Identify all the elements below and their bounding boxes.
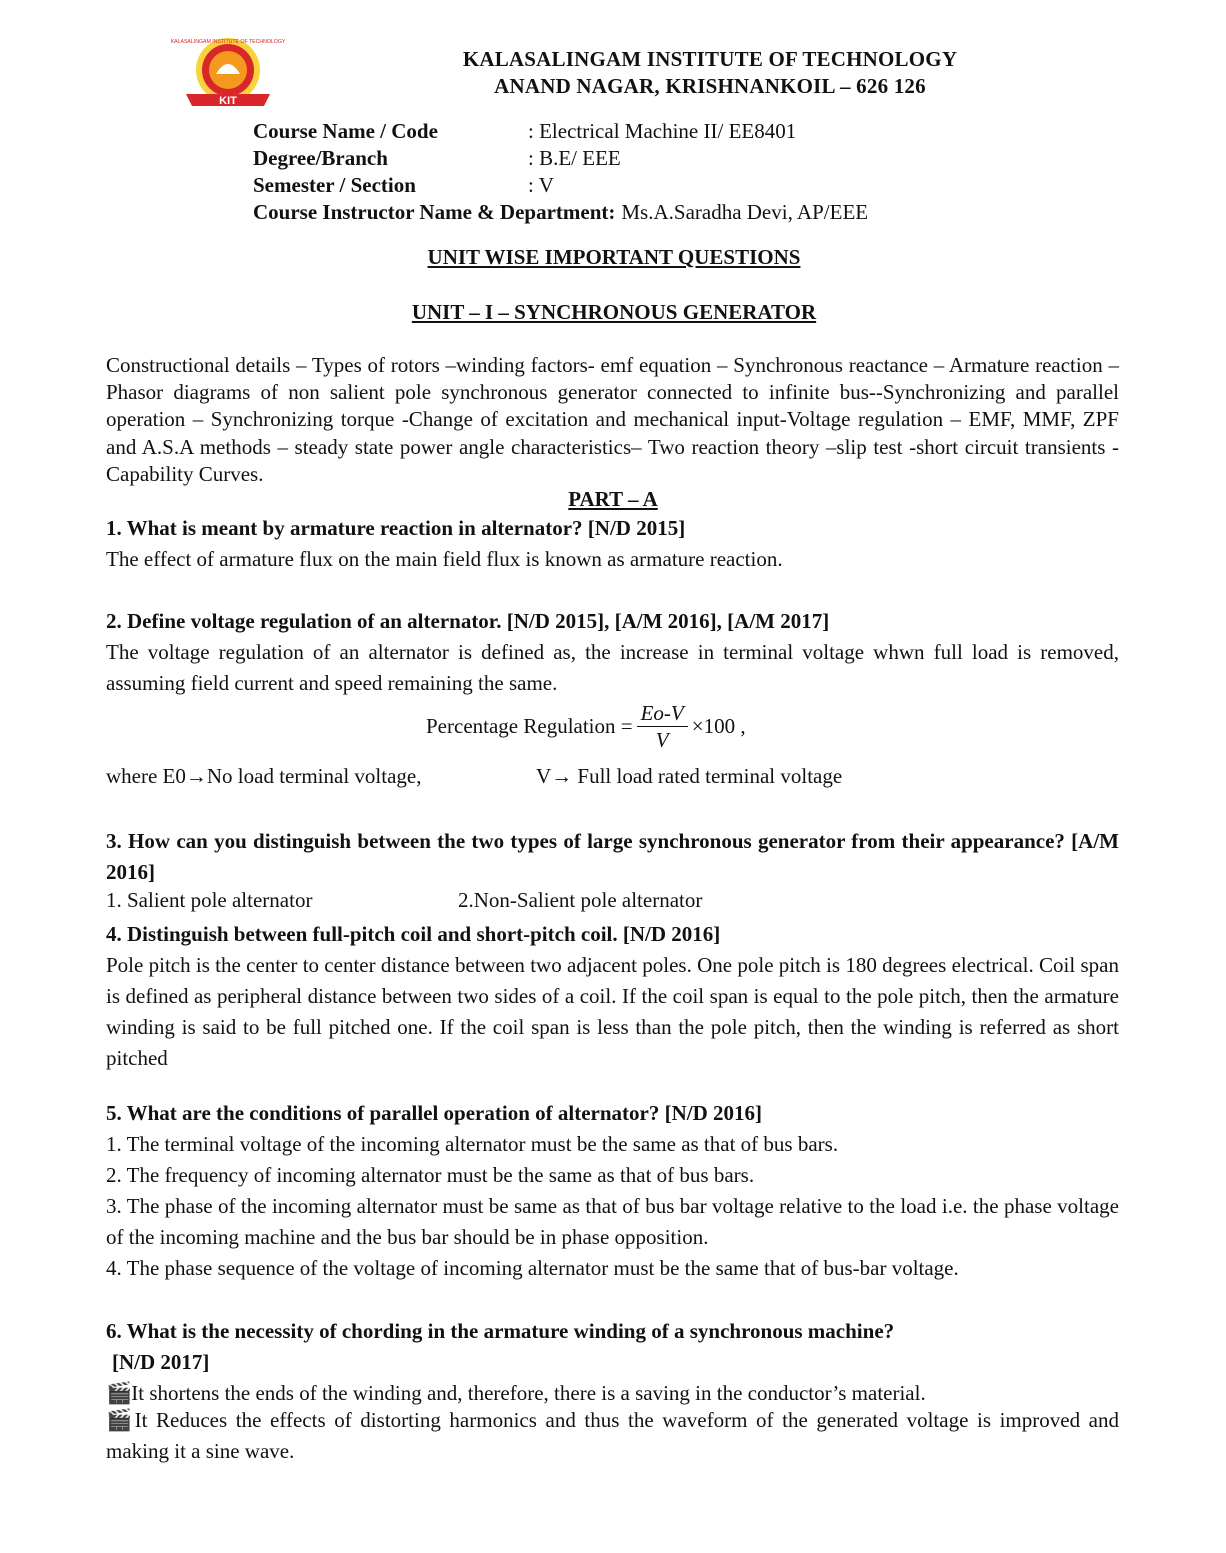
- answer-3-item-2: 2.Non-Salient pole alternator: [458, 888, 703, 912]
- regulation-formula: [426, 700, 746, 753]
- clapperboard-icon: 🎬: [106, 1408, 133, 1432]
- answer-3-item-1: 1. Salient pole alternator: [106, 888, 313, 912]
- part-label: PART – A: [568, 487, 658, 511]
- syllabus-paragraph: Constructional details – Types of rotors –winding factors- emf equation – Synchronous reactance – Armature reaction – Phasor diagrams of non salient pole synchronous generator connected to infinite bus--Synchronizing and parallel operation – Synchronizing torque -Change of excitation and mechanical input-Voltage regulation – EMF, MMF, ZPF and A.S.A methods – steady state power angle characteristics– Two reaction theory –slip test -short circuit transients - Capability Curves.: [106, 353, 1119, 486]
- course-info-label: Semester / Section: [253, 173, 416, 197]
- institute-name: KALASALINGAM INSTITUTE OF TECHNOLOGY: [462, 47, 958, 71]
- logo-kit-text: KIT: [219, 95, 237, 107]
- instructor-row: [253, 199, 868, 226]
- course-info-value: : B.E/ EEE: [528, 146, 621, 170]
- question-3: 3. How can you distinguish between the two types of large synchronous generator from their appearance? [A/M 2016]: [106, 829, 1119, 884]
- instructor-label: Course Instructor Name & Department:: [253, 200, 616, 224]
- answer-5-item: 4. The phase sequence of the voltage of incoming alternator must be the same that of bus-bar voltage.: [106, 1256, 959, 1280]
- answer-1: The effect of armature flux on the main field flux is known as armature reaction.: [106, 547, 783, 571]
- answer-5-item: 1. The terminal voltage of the incoming alternator must be the same as that of bus bars.: [106, 1132, 839, 1156]
- institute-address: ANAND NAGAR, KRISHNANKOIL – 626 126: [494, 74, 926, 98]
- course-info-row: [253, 172, 868, 199]
- formula-denominator: V: [655, 728, 669, 752]
- question-5: 5. What are the conditions of parallel operation of alternator? [N/D 2016]: [106, 1101, 762, 1125]
- answer-6-bullet-text: It Reduces the effects of distorting harmonics and thus the waveform of the generated voltage is improved and making it a sine wave.: [106, 1408, 1120, 1463]
- course-info-row: [253, 145, 868, 172]
- instructor-value: Ms.A.Saradha Devi, AP/EEE: [621, 200, 869, 224]
- legend-v: V→ Full load rated terminal voltage: [536, 764, 843, 788]
- unit-title: UNIT – I – SYNCHRONOUS GENERATOR: [411, 300, 817, 324]
- formula-multiplier: ×100 ,: [691, 714, 746, 738]
- answer-6-bullet: [106, 1405, 1119, 1467]
- question-4: 4. Distinguish between full-pitch coil and short-pitch coil. [N/D 2016]: [106, 922, 721, 946]
- answer-2: The voltage regulation of an alternator is defined as, the increase in terminal voltage whwn full load is removed, assuming field current and speed remaining the same.: [106, 640, 1119, 695]
- course-info-value: : V: [528, 173, 554, 197]
- answer-5-item: 3. The phase of the incoming alternator must be same as that of bus bar voltage relative to the load i.e. the phase voltage of the incoming machine and the bus bar should be in phase opposition.: [106, 1194, 1119, 1249]
- formula-numerator: Eo-V: [637, 700, 688, 727]
- course-info-row: [253, 118, 868, 145]
- question-6-tag: [N/D 2017]: [112, 1350, 210, 1374]
- formula-legend: [106, 764, 843, 789]
- logo-ring-text: KALASALINGAM INSTITUTE OF TECHNOLOGY: [170, 39, 286, 45]
- course-info-value: : Electrical Machine II/ EE8401: [528, 119, 797, 143]
- answer-4: Pole pitch is the center to center distance between two adjacent poles. One pole pitch is 180 degrees electrical. Coil span is defined as peripheral distance between two sides of a coil. If the coil span is equal to the pole pitch, then the armature winding is said to be full pitched one. If the coil span is less than the pole pitch, then the winding is referred as short pitched: [106, 953, 1119, 1070]
- legend-e0: where E0→No load terminal voltage,: [106, 764, 422, 788]
- course-info-label: Course Name / Code: [253, 119, 438, 143]
- answer-5-item: 2. The frequency of incoming alternator must be the same as that of bus bars.: [106, 1163, 755, 1187]
- question-6: 6. What is the necessity of chording in the armature winding of a synchronous machine?: [106, 1319, 895, 1343]
- course-info-label: Degree/Branch: [253, 146, 388, 170]
- question-1: 1. What is meant by armature reaction in alternator? [N/D 2015]: [106, 516, 686, 540]
- clapperboard-icon: 🎬: [106, 1381, 133, 1405]
- course-info-block: [253, 118, 868, 226]
- answer-6-bullet-text: It shortens the ends of the winding and, therefore, there is a saving in the conductor’s material.: [131, 1381, 926, 1405]
- doc-title: UNIT WISE IMPORTANT QUESTIONS: [427, 245, 801, 269]
- answer-3: [106, 888, 703, 913]
- question-2: 2. Define voltage regulation of an alternator. [N/D 2015], [A/M 2016], [A/M 2017]: [106, 609, 830, 633]
- formula-fraction: [637, 700, 688, 753]
- kit-logo: [170, 36, 286, 110]
- formula-label: Percentage Regulation =: [426, 714, 633, 738]
